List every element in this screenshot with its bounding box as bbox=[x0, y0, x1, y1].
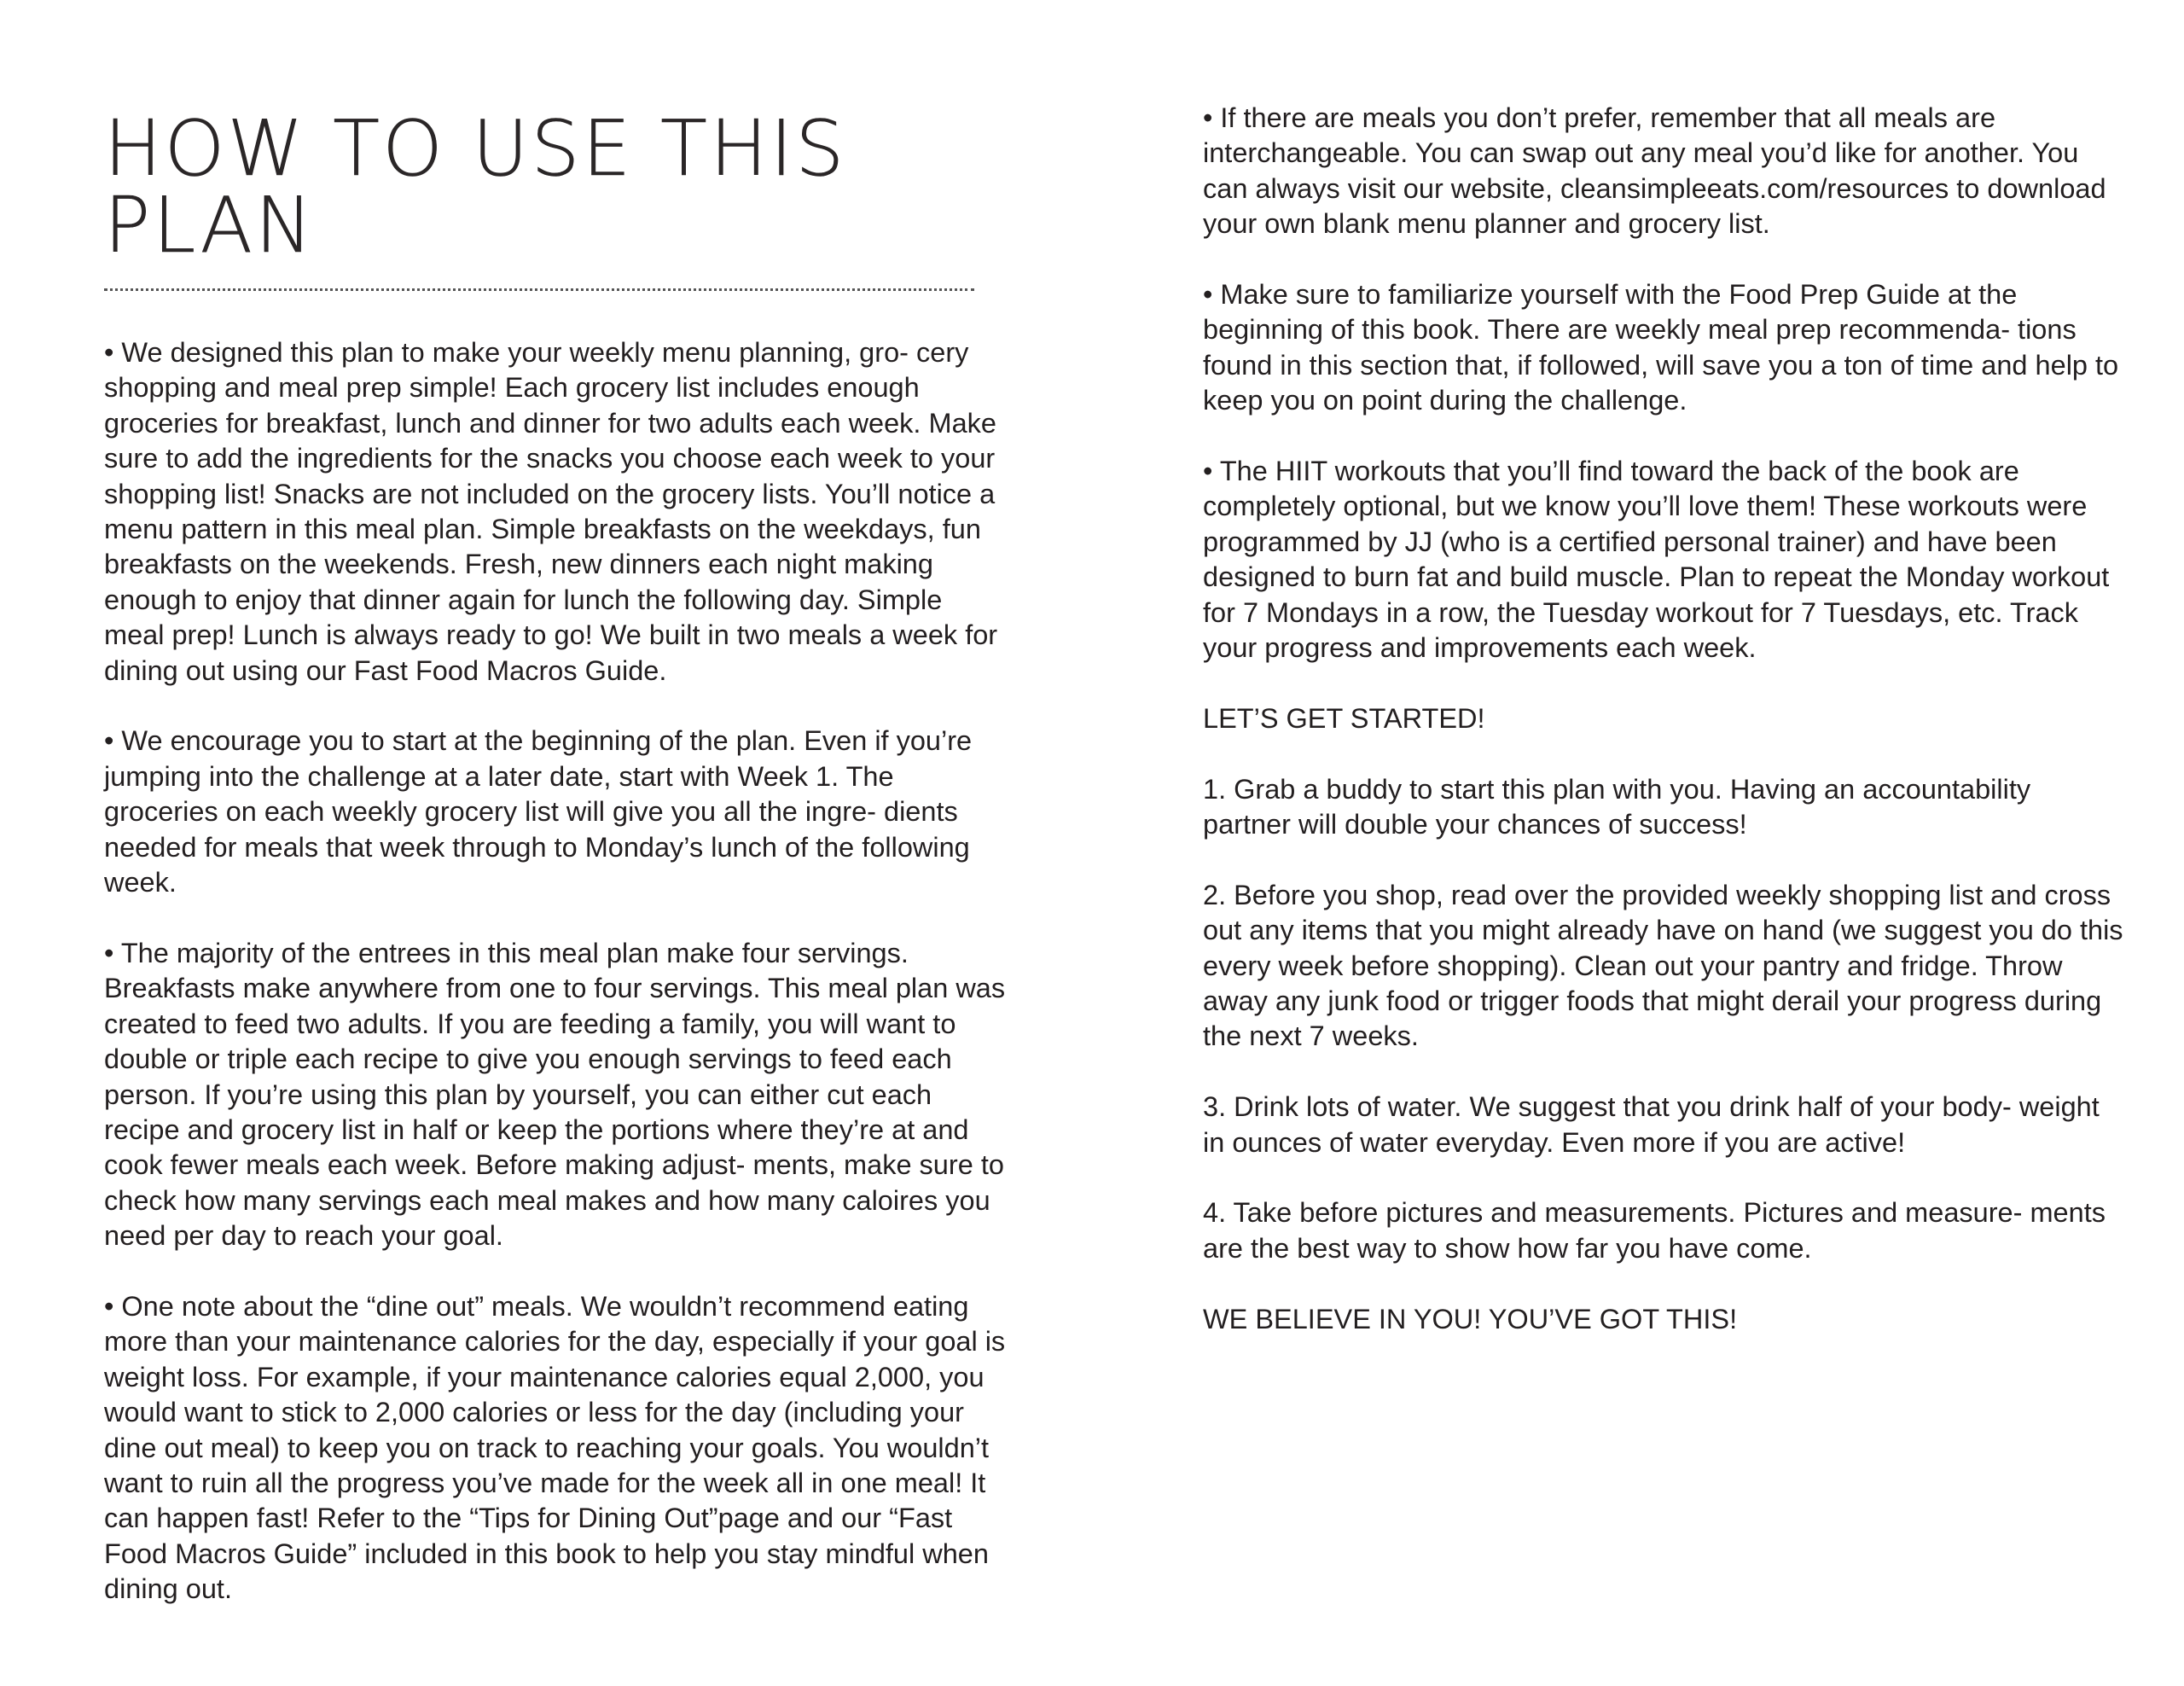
step-4-pictures: 4. Take before pictures and measurements. Pictures and measure- ments are the best way to show how far you have come. bbox=[1203, 1197, 2106, 1264]
closing-line: WE BELIEVE IN YOU! YOU’VE GOT THIS! bbox=[1203, 1303, 1738, 1334]
right-column bbox=[1203, 101, 2124, 1372]
page-title: HOW TO USE THIS PLAN bbox=[104, 104, 847, 270]
paragraph-start-week-1: • We encourage you to start at the beginning of the plan. Even if you’re jumping into the challenge at a later date, start with Week 1. The groceries on each weekly grocery list will give you all the ingre- dients needed for meals that week through to Monday’s lunch of the following week. bbox=[104, 725, 973, 898]
paragraph-dine-out: • One note about the “dine out” meals. We wouldn’t recommend eating more than your maintenance calories for the day, especially if your goal is weight loss. For example, if your maintenance calories equal 2,000, you would want to stick to 2,000 calories or less for the day (including your dine out meal) to keep you on track to reaching your goals. You wouldn’t want to ruin all the progress you’ve made for the week all in one meal! It can happen fast! Refer to the “Tips for Dining Out”page and our “Fast Food Macros Guide” included in this book to help you stay mindful when dining out. bbox=[104, 1290, 1006, 1605]
paragraph-interchangeable-meals: • If there are meals you don’t prefer, remember that all meals are interchangeable. You can swap out any meal you’d like for another. You can always visit our website, cleansimpleeats.com/resources to download your own blank menu planner and grocery list. bbox=[1203, 102, 2106, 240]
step-3-water: 3. Drink lots of water. We suggest that you drink half of your body- weight in ounces of water everyday. Even more if you are active! bbox=[1203, 1091, 2100, 1158]
paragraph-servings: • The majority of the entrees in this meal plan make four servings. Breakfasts make anywhere from one to four servings. This meal plan was created to feed two adults. If you are feeding a family, you will want to double or triple each recipe to give you enough servings to feed each person. If you’re using this plan by yourself, you can either cut each recipe and grocery list in half or keep the portions where they’re at and cook fewer meals each week. Before making adjust- ments, make sure to check how many servings each meal makes and how many caloires you need per day to reach your goal. bbox=[104, 937, 1006, 1252]
dotted-divider bbox=[104, 288, 974, 291]
paragraph-plan-design: • We designed this plan to make your weekly menu planning, gro- cery shopping and meal prep simple! Each grocery list includes enough groceries for breakfast, lunch and dinner for two adults each week. Make sure to add the ingredients for the snacks you choose each week to your shopping list! Snacks are not included on the grocery lists. You’ll notice a menu pattern in this meal plan. Simple breakfasts on the weekdays, fun breakfasts on the weekends. Fresh, new dinners each night making enough to enjoy that dinner again for lunch the following day. Simple meal prep! Lunch is always ready to go! We built in two meals a week for dining out using our Fast Food Macros Guide. bbox=[104, 337, 998, 686]
left-column bbox=[104, 104, 1008, 1642]
step-2-shopping: 2. Before you shop, read over the provided weekly shopping list and cross out any items that you might already have on hand (we suggest you do this every week before shopping). Clean out your pantry and fridge. Throw away any junk food or trigger foods that might derail your progress during the next 7 weeks. bbox=[1203, 879, 2123, 1052]
paragraph-food-prep-guide: • Make sure to familiarize yourself with the Food Prep Guide at the beginning of this book. There are weekly meal prep recommenda- tions found in this section that, if followed, will save you a ton of time and help to keep you on point during the challenge. bbox=[1203, 279, 2119, 416]
paragraph-hiit-workouts: • The HIIT workouts that you’ll find toward the back of the book are completely optional, but we know you’ll love them! These workouts were programmed by JJ (who is a certified personal trainer) and have been designed to burn fat and build muscle. Plan to repeat the Monday workout for 7 Mondays in a row, the Tuesday workout for 7 Tuesdays, etc. Track your progress and improvements each week. bbox=[1203, 456, 2110, 664]
heading-lets-get-started: LET’S GET STARTED! bbox=[1203, 702, 1485, 734]
step-1-buddy: 1. Grab a buddy to start this plan with you. Having an accountability partner will double your chances of success! bbox=[1203, 773, 2031, 840]
